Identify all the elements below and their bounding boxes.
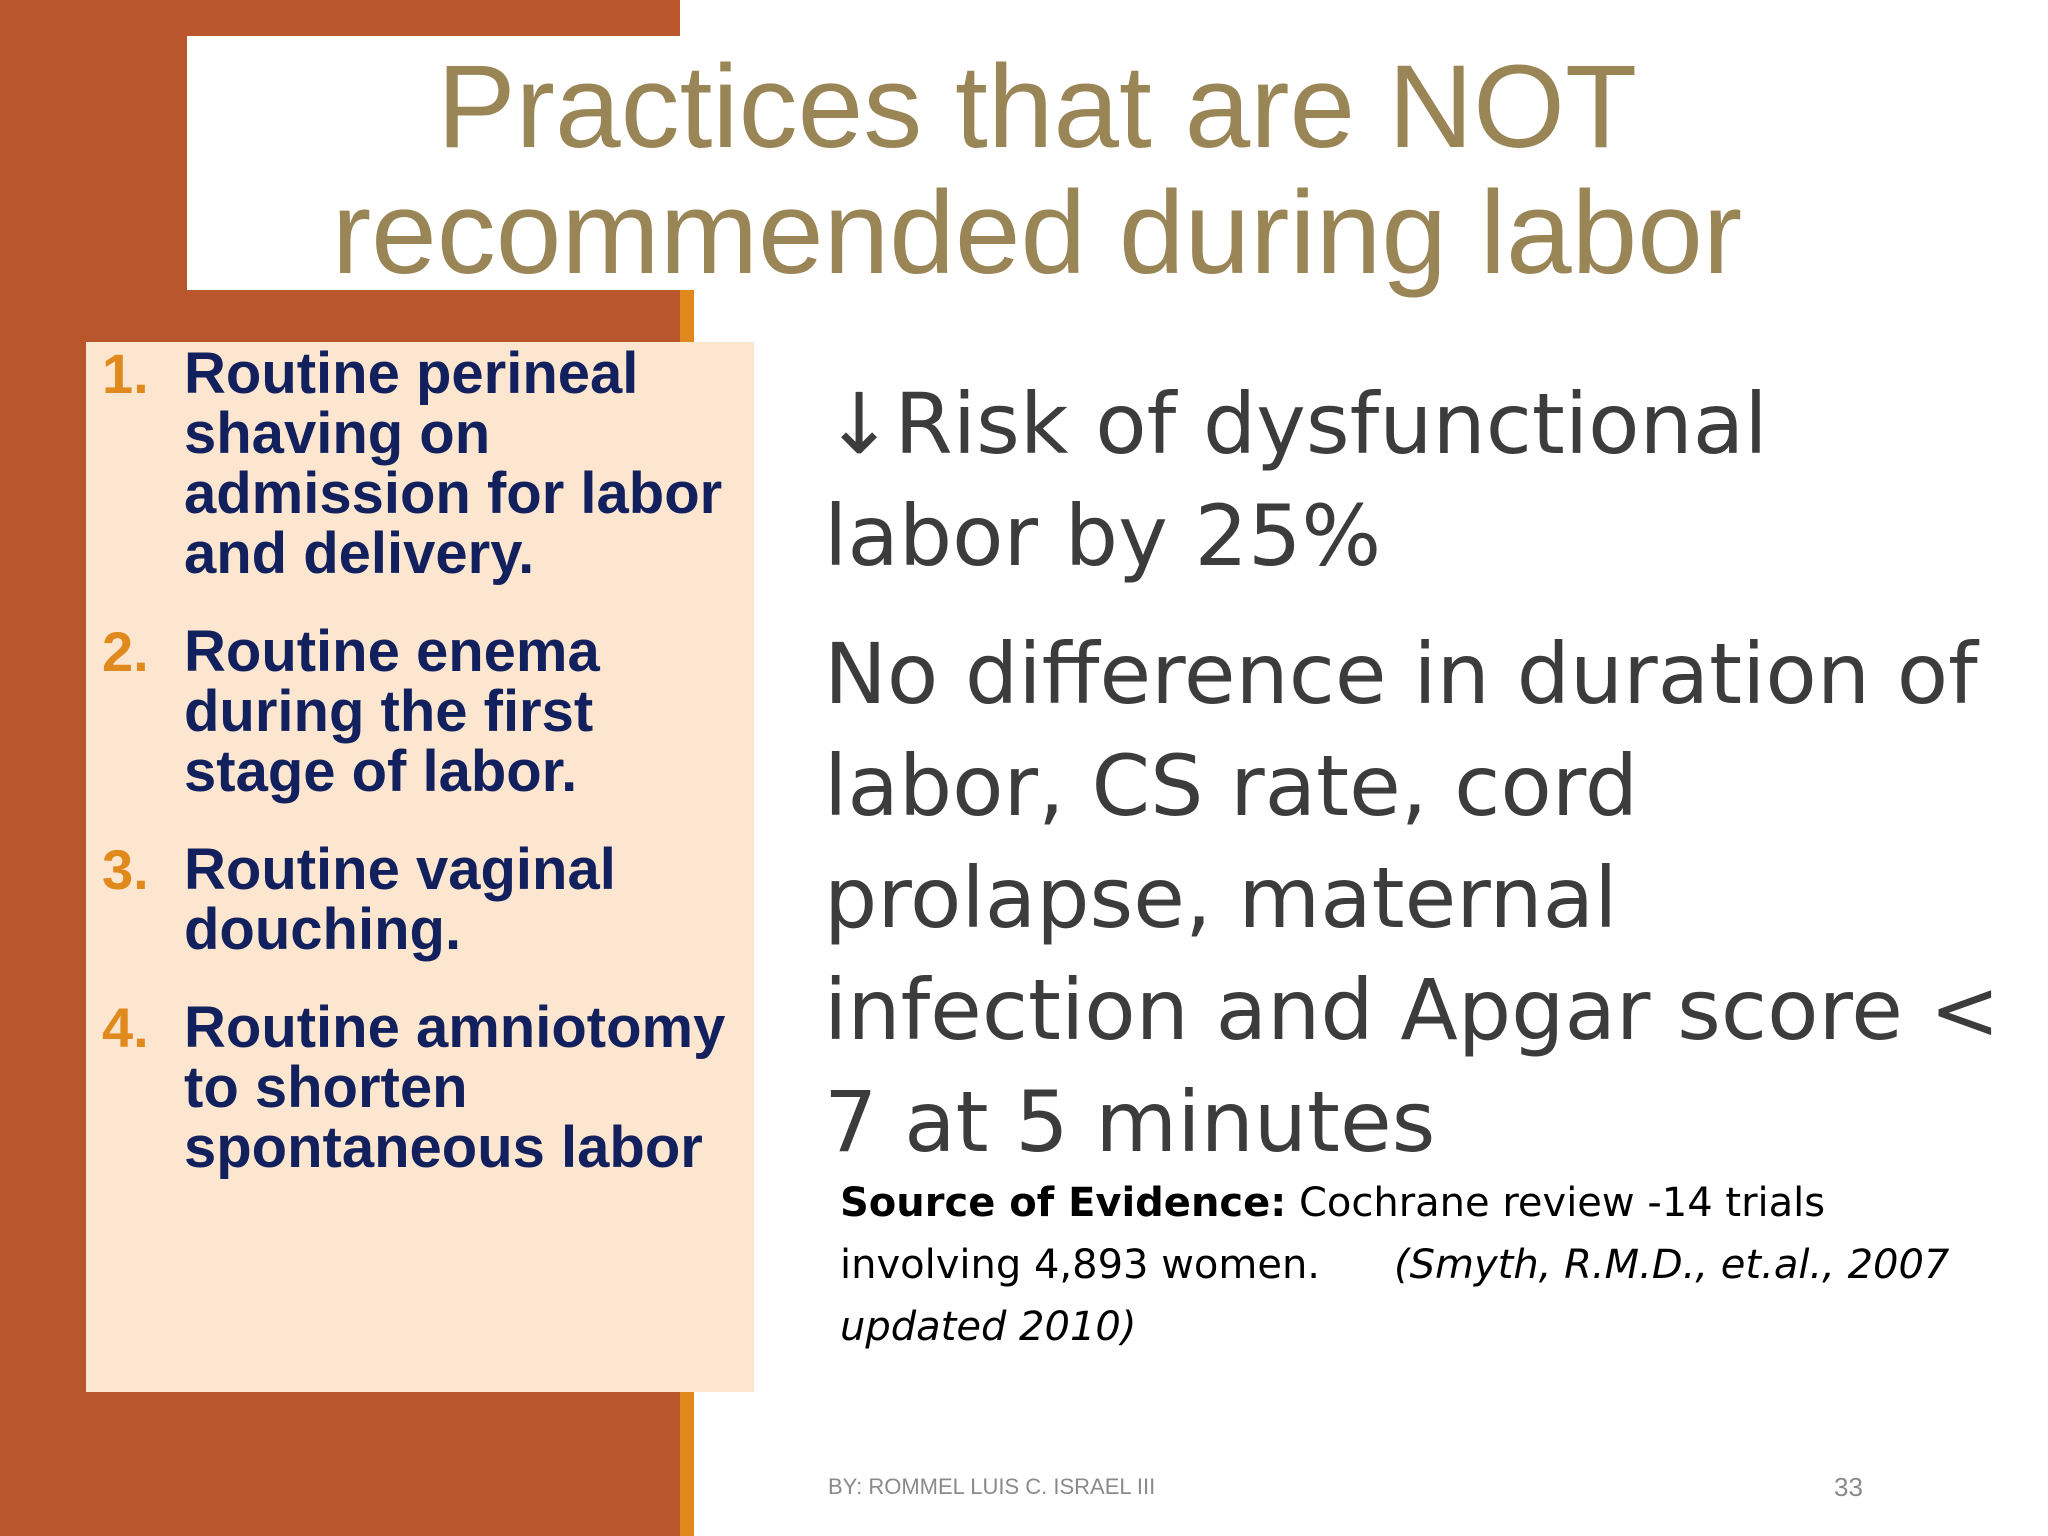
list-number: 3. xyxy=(102,838,149,901)
list-item xyxy=(102,619,742,804)
list-item xyxy=(102,837,742,962)
source-citation: (Smyth, R.M.D., et.al., 2007 updated 2010) xyxy=(840,1242,1950,1350)
finding-no-difference: No difference in duration of labor, CS rate, cord prolapse, maternal infection and Apgar score < 7 at 5 minutes xyxy=(824,625,2000,1171)
list-number: 4. xyxy=(102,996,149,1059)
list-item-text: Routine vaginal douching. xyxy=(184,837,616,962)
source-text: Cochrane review -14 trials involving 4,893 women. xyxy=(840,1180,1826,1288)
source-of-evidence xyxy=(840,1172,2000,1358)
list-item-text: Routine perineal shaving on admission for labor and delivery. xyxy=(184,341,723,586)
finding-risk: ↓Risk of dysfunctional labor by 25% xyxy=(824,375,1768,585)
title-line-1: Practices that are NOT xyxy=(436,41,1638,173)
list-number: 2. xyxy=(102,620,149,683)
findings xyxy=(824,368,2004,1178)
source-label: Source of Evidence: xyxy=(840,1180,1287,1226)
list-item xyxy=(102,341,742,586)
slide-title xyxy=(187,41,1887,299)
list-number: 1. xyxy=(102,342,149,405)
list-item-text: Routine amniotomy to shorten spontaneous labor xyxy=(184,995,726,1180)
page-number: 33 xyxy=(1834,1472,1863,1502)
list-item-text: Routine enema during the first stage of labor. xyxy=(184,619,600,804)
practices-list xyxy=(102,341,742,1216)
list-item xyxy=(102,995,742,1180)
footer-author: BY: ROMMEL LUIS C. ISRAEL III xyxy=(828,1474,1156,1499)
title-line-2: recommended during labor xyxy=(331,167,1743,299)
